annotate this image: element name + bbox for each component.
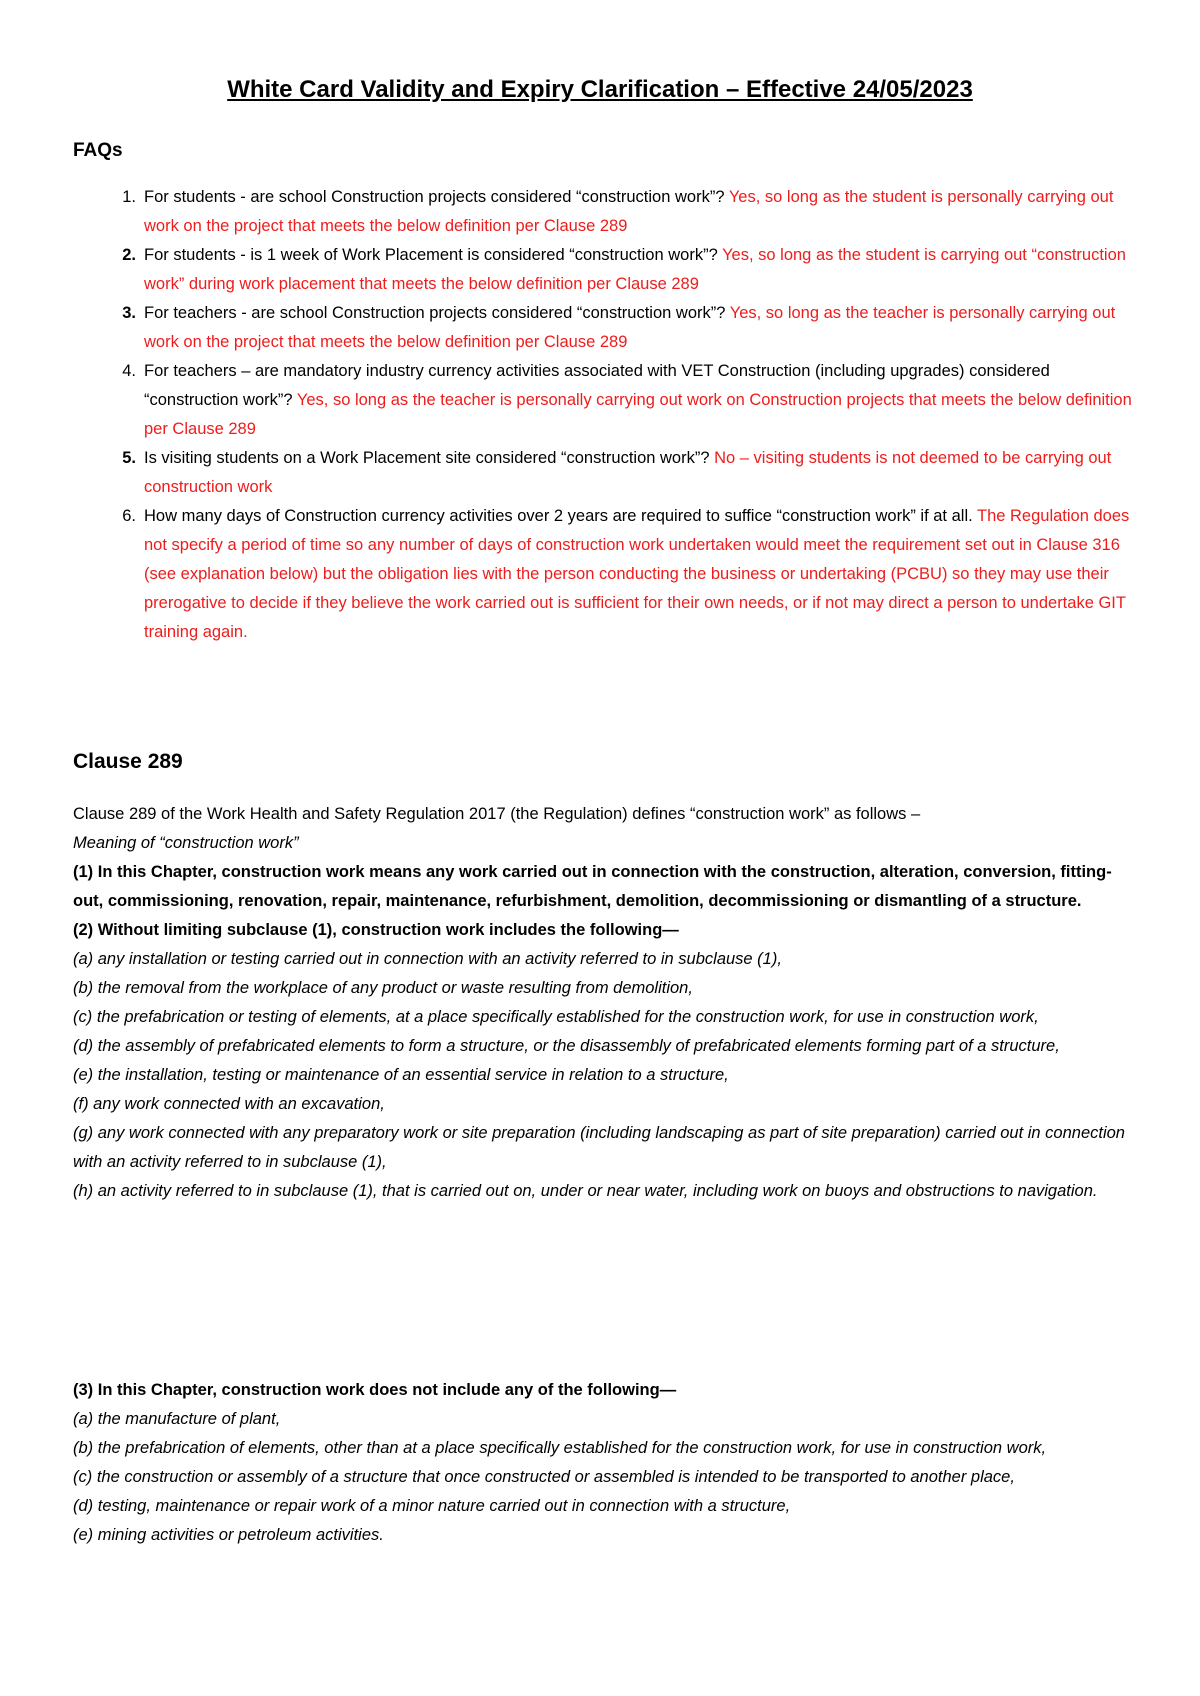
faq-answer: No – visiting students is not deemed to be carrying out construction work bbox=[144, 449, 1112, 496]
faq-answer: The Regulation does not specify a period of time so any number of days of construction work undertaken would meet the requirement set out in Clause 316 (see explanation below) but the obligation lies with the person conducting the business or undertaking (PCBU) so they may use their prerogative to decide if they believe the work carried out is sufficient for their own needs, or if not may direct a person to undertake GIT training again. bbox=[144, 507, 1130, 641]
faq-number: 1. bbox=[122, 188, 136, 206]
subclause-2-item: (g) any work connected with any preparatory work or site preparation (including landscaping as part of site preparation) carried out in connection with an activity referred to in subclause (1), bbox=[73, 1124, 1125, 1171]
subclause-2-item: (d) the assembly of prefabricated elements to form a structure, or the disassembly of prefabricated elements forming part of a structure, bbox=[73, 1037, 1060, 1055]
clause-heading: Clause 289 bbox=[73, 750, 183, 773]
faq-number: 6. bbox=[122, 507, 136, 525]
subclause-3-item: (e) mining activities or petroleum activities. bbox=[73, 1526, 384, 1544]
clause-intro: Clause 289 of the Work Health and Safety Regulation 2017 (the Regulation) defines “construction work” as follows – bbox=[73, 805, 921, 823]
subclause-2-item: (b) the removal from the workplace of any product or waste resulting from demolition, bbox=[73, 979, 693, 997]
faq-question: For students - is 1 week of Work Placement is considered “construction work”? bbox=[144, 246, 718, 264]
clause-289-text bbox=[73, 800, 1141, 1206]
faq-number: 3. bbox=[122, 304, 136, 322]
subclause-3-item: (b) the prefabrication of elements, other than at a place specifically established for the construction work, for use in construction work, bbox=[73, 1439, 1047, 1457]
faq-question: How many days of Construction currency activities over 2 years are required to suffice “construction work” if at all. bbox=[144, 507, 973, 525]
faq-answer: Yes, so long as the student is carrying out “construction work” during work placement that meets the below definition per Clause 289 bbox=[144, 246, 1126, 293]
faq-number: 4. bbox=[122, 362, 136, 380]
page-title: White Card Validity and Expiry Clarification – Effective 24/05/2023 bbox=[227, 76, 973, 103]
faq-item bbox=[0, 357, 1140, 444]
faq-item bbox=[0, 299, 1140, 357]
subclause-3-text bbox=[73, 1376, 1141, 1550]
faq-answer: Yes, so long as the teacher is personally carrying out work on the project that meets the below definition per Clause 289 bbox=[144, 304, 1116, 351]
faq-question: For teachers – are mandatory industry currency activities associated with VET Construction (including upgrades) considered “construction work”? bbox=[144, 362, 1050, 409]
faq-answer: Yes, so long as the teacher is personally carrying out work on Construction projects that meets the below definition per Clause 289 bbox=[144, 391, 1132, 438]
faq-number: 2. bbox=[122, 246, 136, 264]
meaning-line: Meaning of “construction work” bbox=[73, 834, 299, 852]
subclause-2-heading: (2) Without limiting subclause (1), construction work includes the following— bbox=[73, 921, 679, 939]
faq-heading: FAQs bbox=[73, 140, 123, 161]
subclause-3-item: (c) the construction or assembly of a structure that once constructed or assembled is intended to be transported to another place, bbox=[73, 1468, 1015, 1486]
faq-item bbox=[0, 502, 1140, 647]
subclause-3-item: (d) testing, maintenance or repair work of a minor nature carried out in connection with a structure, bbox=[73, 1497, 791, 1515]
subclause-2-item: (a) any installation or testing carried out in connection with an activity referred to in subclause (1), bbox=[73, 950, 782, 968]
faq-question: For students - are school Construction projects considered “construction work”? bbox=[144, 188, 725, 206]
faq-question: For teachers - are school Construction projects considered “construction work”? bbox=[144, 304, 726, 322]
faq-number: 5. bbox=[122, 449, 136, 467]
faq-item bbox=[0, 241, 1140, 299]
faq-list bbox=[0, 183, 1140, 647]
subclause-2-item: (c) the prefabrication or testing of elements, at a place specifically established for the construction work, for use in construction work, bbox=[73, 1008, 1039, 1026]
faq-answer: Yes, so long as the student is personally carrying out work on the project that meets the below definition per Clause 289 bbox=[144, 188, 1114, 235]
faq-item bbox=[0, 183, 1140, 241]
faq-item bbox=[0, 444, 1140, 502]
subclause-3-item: (a) the manufacture of plant, bbox=[73, 1410, 281, 1428]
subclause-2-item: (f) any work connected with an excavation, bbox=[73, 1095, 385, 1113]
subclause-1: (1) In this Chapter, construction work means any work carried out in connection with the construction, alteration, conversion, fitting-out, commissioning, renovation, repair, maintenance, refurbishment, demolition, decommissioning or dismantling of a structure. bbox=[73, 863, 1112, 910]
subclause-3-heading: (3) In this Chapter, construction work does not include any of the following— bbox=[73, 1381, 677, 1399]
subclause-2-item: (e) the installation, testing or maintenance of an essential service in relation to a structure, bbox=[73, 1066, 729, 1084]
faq-question: Is visiting students on a Work Placement site considered “construction work”? bbox=[144, 449, 710, 467]
subclause-2-item: (h) an activity referred to in subclause (1), that is carried out on, under or near water, including work on buoys and obstructions to navigation. bbox=[73, 1182, 1098, 1200]
